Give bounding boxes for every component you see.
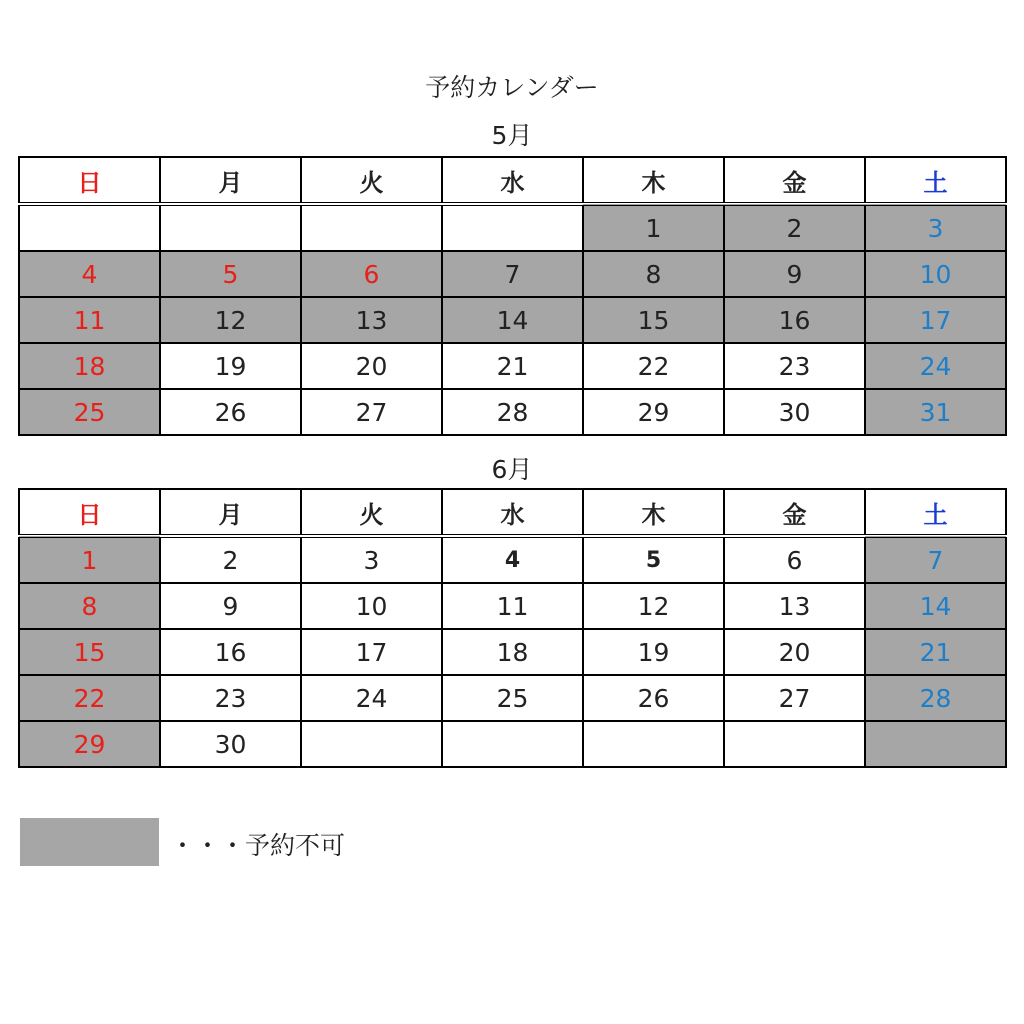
calendar-day-cell[interactable]: 11 <box>442 583 583 629</box>
calendar-day-cell[interactable]: 23 <box>160 675 301 721</box>
calendar-empty-cell <box>442 721 583 767</box>
calendar-day-cell: 8 <box>19 583 160 629</box>
calendar-week-row <box>19 536 1006 583</box>
calendar-week-row <box>19 251 1006 297</box>
calendar-body <box>19 204 1006 435</box>
calendar-day-cell[interactable]: 16 <box>160 629 301 675</box>
calendar-day-cell[interactable]: 20 <box>301 343 442 389</box>
weekday-header: 水 <box>442 157 583 204</box>
calendar-day-cell[interactable]: 20 <box>724 629 865 675</box>
calendar-day-cell[interactable]: 26 <box>583 675 724 721</box>
calendar-june <box>18 488 1007 768</box>
calendar-may <box>18 156 1007 436</box>
calendar-day-cell: 17 <box>865 297 1006 343</box>
weekday-header: 水 <box>442 489 583 536</box>
calendar-empty-cell <box>160 204 301 251</box>
calendar-day-cell: 18 <box>19 343 160 389</box>
calendar-empty-cell <box>442 204 583 251</box>
calendar-day-cell[interactable]: 17 <box>301 629 442 675</box>
calendar-week-row <box>19 297 1006 343</box>
calendar-day-cell[interactable]: 22 <box>583 343 724 389</box>
calendar-body <box>19 536 1006 767</box>
calendar-day-cell[interactable]: 26 <box>160 389 301 435</box>
calendar-day-cell[interactable]: 5 <box>583 536 724 583</box>
calendar-day-cell[interactable]: 25 <box>442 675 583 721</box>
calendar-day-cell: 11 <box>19 297 160 343</box>
legend-label: ・・・予約不可 <box>170 831 346 860</box>
calendar-empty-cell <box>19 204 160 251</box>
calendar-day-cell[interactable]: 21 <box>442 343 583 389</box>
weekday-header: 金 <box>724 157 865 204</box>
calendar-week-row <box>19 721 1006 767</box>
weekday-header: 火 <box>301 157 442 204</box>
calendar-week-row <box>19 583 1006 629</box>
calendar-day-cell: 12 <box>160 297 301 343</box>
weekday-header: 木 <box>583 157 724 204</box>
weekday-header: 金 <box>724 489 865 536</box>
calendar-day-cell: 28 <box>865 675 1006 721</box>
calendar-day-cell: 13 <box>301 297 442 343</box>
calendar-day-cell: 7 <box>865 536 1006 583</box>
calendar-day-cell: 6 <box>301 251 442 297</box>
calendar-empty-cell <box>301 204 442 251</box>
calendar-week-row <box>19 389 1006 435</box>
weekday-header: 月 <box>160 157 301 204</box>
calendar-day-cell[interactable]: 27 <box>301 389 442 435</box>
page-title: 予約カレンダー <box>425 73 599 102</box>
month-label-june: 6月 <box>491 455 533 484</box>
calendar-empty-cell <box>865 721 1006 767</box>
legend-swatch <box>20 818 159 866</box>
calendar-day-cell: 5 <box>160 251 301 297</box>
weekday-header-row <box>19 489 1006 536</box>
calendar-day-cell: 7 <box>442 251 583 297</box>
calendar-day-cell: 1 <box>583 204 724 251</box>
calendar-day-cell[interactable]: 2 <box>160 536 301 583</box>
calendar-day-cell[interactable]: 30 <box>724 389 865 435</box>
calendar-day-cell: 14 <box>865 583 1006 629</box>
calendar-day-cell[interactable]: 27 <box>724 675 865 721</box>
calendar-day-cell: 24 <box>865 343 1006 389</box>
calendar-day-cell[interactable]: 28 <box>442 389 583 435</box>
calendar-day-cell: 2 <box>724 204 865 251</box>
calendar-empty-cell <box>724 721 865 767</box>
calendar-day-cell[interactable]: 19 <box>160 343 301 389</box>
calendar-day-cell[interactable]: 13 <box>724 583 865 629</box>
calendar-week-row <box>19 204 1006 251</box>
calendar-day-cell[interactable]: 6 <box>724 536 865 583</box>
calendar-day-cell: 29 <box>19 721 160 767</box>
calendar-day-cell: 21 <box>865 629 1006 675</box>
calendar-day-cell: 22 <box>19 675 160 721</box>
calendar-day-cell: 15 <box>19 629 160 675</box>
weekday-header: 月 <box>160 489 301 536</box>
calendar-day-cell: 14 <box>442 297 583 343</box>
weekday-header: 日 <box>19 157 160 204</box>
calendar-day-cell[interactable]: 9 <box>160 583 301 629</box>
calendar-day-cell[interactable]: 4 <box>442 536 583 583</box>
weekday-header: 日 <box>19 489 160 536</box>
calendar-day-cell[interactable]: 29 <box>583 389 724 435</box>
weekday-header: 土 <box>865 157 1006 204</box>
calendar-day-cell[interactable]: 12 <box>583 583 724 629</box>
month-label-may: 5月 <box>491 121 533 150</box>
calendar-day-cell: 16 <box>724 297 865 343</box>
calendar-day-cell[interactable]: 23 <box>724 343 865 389</box>
calendar-week-row <box>19 675 1006 721</box>
calendar-day-cell: 25 <box>19 389 160 435</box>
calendar-day-cell: 4 <box>19 251 160 297</box>
calendar-day-cell: 9 <box>724 251 865 297</box>
calendar-empty-cell <box>583 721 724 767</box>
calendar-day-cell[interactable]: 3 <box>301 536 442 583</box>
calendar-week-row <box>19 629 1006 675</box>
weekday-header-row <box>19 157 1006 204</box>
calendar-day-cell: 8 <box>583 251 724 297</box>
calendar-day-cell: 3 <box>865 204 1006 251</box>
calendar-day-cell: 15 <box>583 297 724 343</box>
calendar-day-cell[interactable]: 10 <box>301 583 442 629</box>
calendar-week-row <box>19 343 1006 389</box>
calendar-day-cell[interactable]: 18 <box>442 629 583 675</box>
calendar-day-cell: 10 <box>865 251 1006 297</box>
calendar-empty-cell <box>301 721 442 767</box>
calendar-day-cell: 1 <box>19 536 160 583</box>
weekday-header: 火 <box>301 489 442 536</box>
calendar-day-cell[interactable]: 30 <box>160 721 301 767</box>
calendar-day-cell[interactable]: 19 <box>583 629 724 675</box>
calendar-day-cell[interactable]: 24 <box>301 675 442 721</box>
weekday-header: 土 <box>865 489 1006 536</box>
calendar-day-cell: 31 <box>865 389 1006 435</box>
weekday-header: 木 <box>583 489 724 536</box>
